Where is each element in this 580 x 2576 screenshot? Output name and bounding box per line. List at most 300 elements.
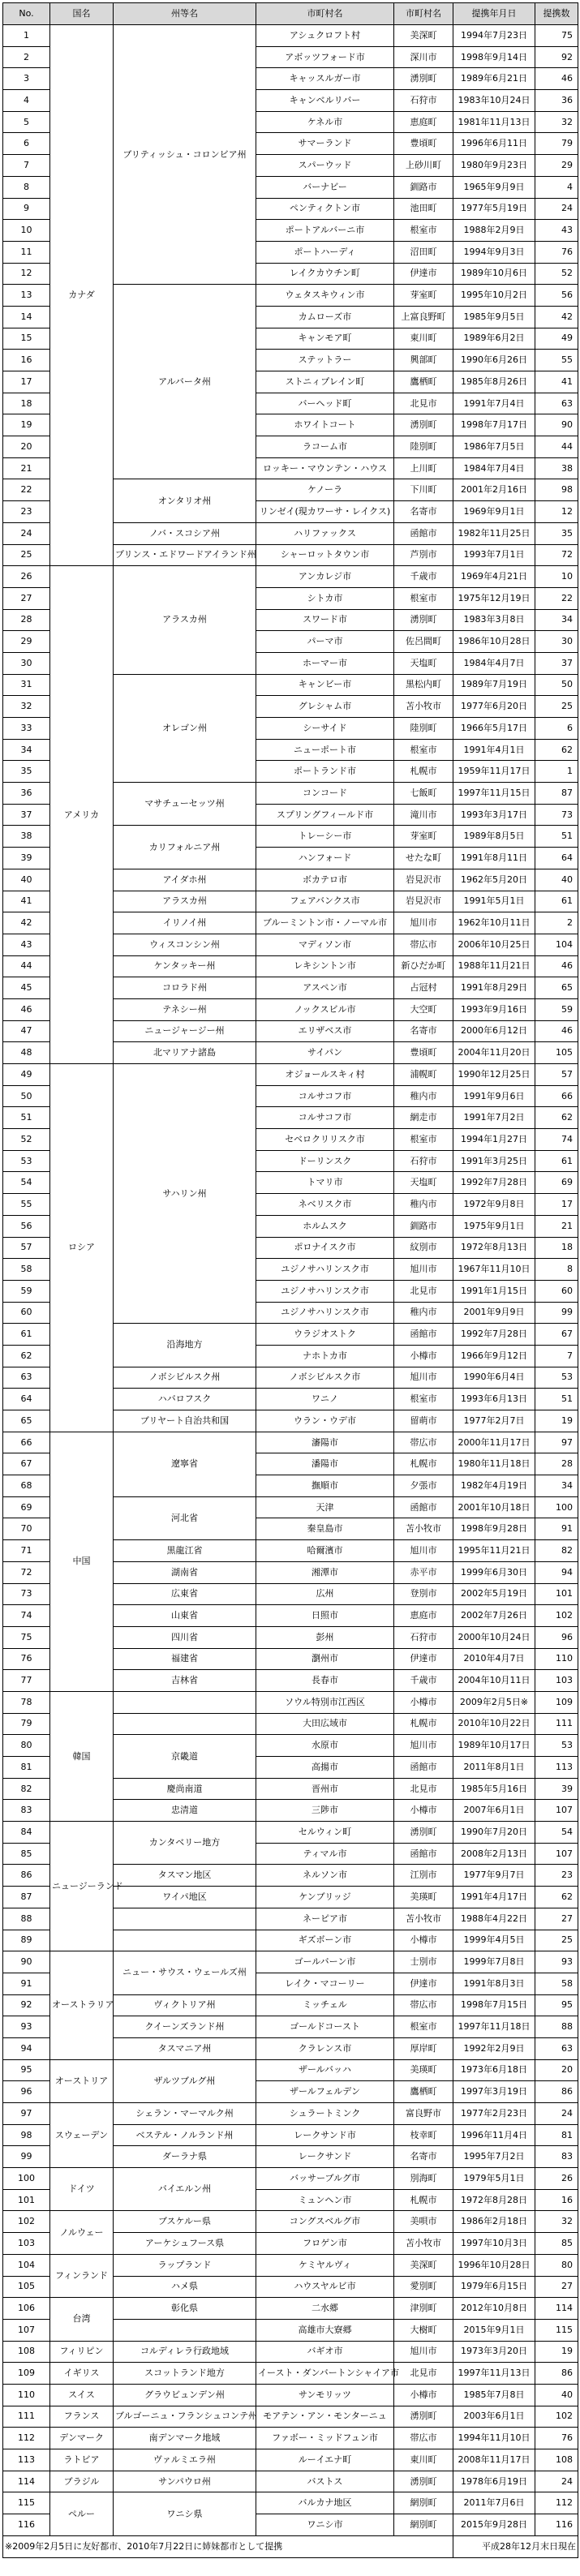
province-cell: 四川省 — [114, 1626, 256, 1648]
table-row — [3, 2384, 578, 2406]
province-cell: ラップランド — [114, 2254, 256, 2276]
foreign-city-cell: ワニノ — [256, 1389, 394, 1410]
count-cell: 37 — [535, 652, 578, 674]
row-no: 1 — [3, 25, 50, 47]
hokkaido-city-cell: 恵庭町 — [394, 111, 453, 133]
hokkaido-city-cell: 天塩町 — [394, 652, 453, 674]
hokkaido-city-cell: 旭川市 — [394, 912, 453, 934]
foreign-city-cell: コルサコフ市 — [256, 1085, 394, 1107]
foreign-city-cell: シャーロットタウン市 — [256, 544, 394, 566]
row-no: 109 — [3, 2363, 50, 2385]
hokkaido-city-cell: 北見市 — [394, 1778, 453, 1800]
row-no: 26 — [3, 566, 50, 588]
row-no: 64 — [3, 1389, 50, 1410]
row-no: 49 — [3, 1064, 50, 1086]
province-cell: タスマニア州 — [114, 2037, 256, 2059]
date-cell: 2000年6月12日 — [453, 1020, 535, 1042]
foreign-city-cell: キャッスルガー市 — [256, 68, 394, 90]
foreign-city-cell: ハンフォード — [256, 848, 394, 869]
hokkaido-city-cell: 名寄市 — [394, 2146, 453, 2168]
count-cell: 62 — [535, 1107, 578, 1129]
hokkaido-city-cell: 札幌市 — [394, 761, 453, 783]
foreign-city-cell: ボカテロ市 — [256, 869, 394, 891]
header-row — [3, 3, 578, 25]
table-row — [3, 2341, 578, 2363]
hokkaido-city-cell: 豊頃町 — [394, 133, 453, 155]
foreign-city-cell: パーマ市 — [256, 631, 394, 653]
date-cell: 1962年5月20日 — [453, 869, 535, 891]
foreign-city-cell: ニューポート市 — [256, 739, 394, 761]
country-cell: オーストリア — [50, 2059, 114, 2102]
row-no: 116 — [3, 2514, 50, 2536]
row-no: 20 — [3, 436, 50, 458]
hokkaido-city-cell: 七飯町 — [394, 783, 453, 805]
hokkaido-city-cell: 夕張市 — [394, 1475, 453, 1497]
date-cell: 1983年3月8日 — [453, 609, 535, 631]
foreign-city-cell: キャンビー市 — [256, 674, 394, 696]
foreign-city-cell: シトカ市 — [256, 587, 394, 609]
row-no: 6 — [3, 133, 50, 155]
row-no: 54 — [3, 1172, 50, 1194]
foreign-city-cell: ネベリスク市 — [256, 1194, 394, 1216]
count-cell: 16 — [535, 2189, 578, 2211]
date-cell: 1978年6月19日 — [453, 2471, 535, 2492]
province-cell: ヴァルミエラ州 — [114, 2449, 256, 2471]
province-cell: カリフォルニア州 — [114, 826, 256, 869]
row-no: 2 — [3, 46, 50, 68]
date-cell: 2015年9月1日 — [453, 2319, 535, 2341]
row-no: 22 — [3, 479, 50, 501]
foreign-city-cell: サマーランド — [256, 133, 394, 155]
row-no: 106 — [3, 2298, 50, 2320]
foreign-city-cell: ティマル市 — [256, 1843, 394, 1865]
row-no: 62 — [3, 1345, 50, 1367]
hokkaido-city-cell: 池田町 — [394, 198, 453, 220]
foreign-city-cell: ワニシ市 — [256, 2514, 394, 2536]
hokkaido-city-cell: 小樽市 — [394, 1930, 453, 1951]
date-cell: 1997年11月13日 — [453, 2363, 535, 2385]
foreign-city-cell: ケネル市 — [256, 111, 394, 133]
hokkaido-city-cell: 東川町 — [394, 328, 453, 350]
hokkaido-city-cell: 函館市 — [394, 1757, 453, 1779]
foreign-city-cell: スパーウッド — [256, 155, 394, 177]
count-cell: 91 — [535, 1518, 578, 1540]
header-no: No. — [3, 3, 50, 25]
count-cell: 39 — [535, 1778, 578, 1800]
row-no: 86 — [3, 1865, 50, 1887]
date-cell: 1994年9月3日 — [453, 241, 535, 263]
count-cell: 21 — [535, 1215, 578, 1237]
date-cell: 1991年4月17日 — [453, 1887, 535, 1908]
province-cell — [114, 1713, 256, 1735]
foreign-city-cell: レイクカウチン町 — [256, 263, 394, 285]
hokkaido-city-cell: 稚内市 — [394, 1302, 453, 1324]
hokkaido-city-cell: 名寄市 — [394, 501, 453, 523]
count-cell: 44 — [535, 436, 578, 458]
foreign-city-cell: ネーピア市 — [256, 1908, 394, 1930]
date-cell: 2010年10月22日 — [453, 1713, 535, 1735]
hokkaido-city-cell: 小樽市 — [394, 1345, 453, 1367]
foreign-city-cell: キャンベルリバー — [256, 90, 394, 112]
province-cell: 忠清道 — [114, 1800, 256, 1822]
count-cell: 40 — [535, 2384, 578, 2406]
province-cell: 福建省 — [114, 1648, 256, 1670]
hokkaido-city-cell: 苫小牧市 — [394, 1908, 453, 1930]
hokkaido-city-cell: 帯広市 — [394, 2428, 453, 2449]
count-cell: 34 — [535, 1475, 578, 1497]
row-no: 4 — [3, 90, 50, 112]
foreign-city-cell: レークサンド — [256, 2146, 394, 2168]
foreign-city-cell: トマリ市 — [256, 1172, 394, 1194]
row-no: 63 — [3, 1367, 50, 1389]
table-row — [3, 1822, 578, 1844]
foreign-city-cell: ウラン・ウデ市 — [256, 1410, 394, 1432]
row-no: 108 — [3, 2341, 50, 2363]
date-cell: 1991年7月2日 — [453, 1107, 535, 1129]
count-cell: 98 — [535, 479, 578, 501]
date-cell: 1985年7月8日 — [453, 2384, 535, 2406]
count-cell: 62 — [535, 1887, 578, 1908]
row-no: 25 — [3, 544, 50, 566]
row-no: 19 — [3, 414, 50, 436]
count-cell: 61 — [535, 1150, 578, 1172]
province-cell: ニュージャージー州 — [114, 1020, 256, 1042]
province-cell: ハメ県 — [114, 2276, 256, 2298]
foreign-city-cell: ホワイトコート — [256, 414, 394, 436]
date-cell: 1989年8月5日 — [453, 826, 535, 848]
count-cell: 67 — [535, 1324, 578, 1346]
count-cell: 86 — [535, 2081, 578, 2103]
province-cell: オンタリオ州 — [114, 479, 256, 522]
hokkaido-city-cell: 黒松内町 — [394, 674, 453, 696]
count-cell: 29 — [535, 155, 578, 177]
foreign-city-cell: バルカナ地区 — [256, 2492, 394, 2514]
date-cell: 1989年7月19日 — [453, 674, 535, 696]
row-no: 101 — [3, 2189, 50, 2211]
foreign-city-cell: ペンティクトン市 — [256, 198, 394, 220]
foreign-city-cell: クラレンス市 — [256, 2037, 394, 2059]
foreign-city-cell: フロゲン市 — [256, 2233, 394, 2255]
foreign-city-cell: ポートアルバーニ市 — [256, 220, 394, 242]
hokkaido-city-cell: 大空町 — [394, 998, 453, 1020]
hokkaido-city-cell: 旭川市 — [394, 2341, 453, 2363]
count-cell: 107 — [535, 1800, 578, 1822]
foreign-city-cell: ザールバッハ — [256, 2059, 394, 2081]
row-no: 70 — [3, 1518, 50, 1540]
date-cell: 1992年7月28日 — [453, 1172, 535, 1194]
row-no: 35 — [3, 761, 50, 783]
date-cell: 2012年10月8日 — [453, 2298, 535, 2320]
date-cell: 1997年11月18日 — [453, 2016, 535, 2038]
count-cell: 40 — [535, 869, 578, 891]
row-no: 115 — [3, 2492, 50, 2514]
province-cell: ノバ・スコシア州 — [114, 522, 256, 544]
country-cell: ドイツ — [50, 2168, 114, 2211]
province-cell: ヴィクトリア州 — [114, 1994, 256, 2016]
count-cell: 1 — [535, 761, 578, 783]
date-cell: 1991年7月4日 — [453, 393, 535, 414]
province-cell: 広東省 — [114, 1583, 256, 1605]
count-cell: 46 — [535, 1020, 578, 1042]
hokkaido-city-cell: 帯広市 — [394, 1432, 453, 1453]
row-no: 3 — [3, 68, 50, 90]
count-cell: 59 — [535, 998, 578, 1020]
count-cell: 24 — [535, 198, 578, 220]
count-cell: 2 — [535, 912, 578, 934]
hokkaido-city-cell: 深川市 — [394, 46, 453, 68]
foreign-city-cell: コングスベルグ市 — [256, 2211, 394, 2233]
row-no: 89 — [3, 1930, 50, 1951]
foreign-city-cell: 湘潭市 — [256, 1561, 394, 1583]
count-cell: 87 — [535, 783, 578, 805]
foreign-city-cell: ウラジオストク — [256, 1324, 394, 1346]
foreign-city-cell: コンコード — [256, 783, 394, 805]
count-cell: 92 — [535, 46, 578, 68]
foreign-city-cell: セルウィン町 — [256, 1822, 394, 1844]
date-cell: 1996年10月28日 — [453, 2254, 535, 2276]
hokkaido-city-cell: 美深町 — [394, 25, 453, 47]
province-cell — [114, 1691, 256, 1713]
province-cell: 慶尚南道 — [114, 1778, 256, 1800]
date-cell: 1986年2月18日 — [453, 2211, 535, 2233]
hokkaido-city-cell: 旭川市 — [394, 1259, 453, 1281]
foreign-city-cell: キャンモア町 — [256, 328, 394, 350]
hokkaido-city-cell: 上富良野町 — [394, 306, 453, 328]
row-no: 39 — [3, 848, 50, 869]
hokkaido-city-cell: 札幌市 — [394, 2189, 453, 2211]
row-no: 52 — [3, 1129, 50, 1151]
hokkaido-city-cell: 滝川市 — [394, 804, 453, 826]
date-cell: 1992年7月28日 — [453, 1324, 535, 1346]
date-cell: 1994年1月27日 — [453, 1129, 535, 1151]
date-cell: 1995年7月2日 — [453, 2146, 535, 2168]
foreign-city-cell: ファボー・ミッドフュン市 — [256, 2428, 394, 2449]
count-cell: 93 — [535, 1951, 578, 1973]
row-no: 30 — [3, 652, 50, 674]
province-cell: マサチューセッツ州 — [114, 783, 256, 826]
foreign-city-cell: ストニィプレイン町 — [256, 371, 394, 393]
date-cell: 1991年5月1日 — [453, 891, 535, 912]
row-no: 103 — [3, 2233, 50, 2255]
count-cell: 109 — [535, 1691, 578, 1713]
foreign-city-cell: リンゼイ(現カワーサ・レイクス) — [256, 501, 394, 523]
hokkaido-city-cell: 帯広市 — [394, 1994, 453, 2016]
foreign-city-cell: 晋州市 — [256, 1778, 394, 1800]
hokkaido-city-cell: 芽室町 — [394, 826, 453, 848]
foreign-city-cell: ラコーム市 — [256, 436, 394, 458]
hokkaido-city-cell: 興部町 — [394, 350, 453, 371]
date-cell: 2009年2月5日※ — [453, 1691, 535, 1713]
row-no: 45 — [3, 977, 50, 999]
table-row — [3, 2254, 578, 2276]
foreign-city-cell: ポートハーディ — [256, 241, 394, 263]
row-no: 15 — [3, 328, 50, 350]
foreign-city-cell: レイク・マコーリー — [256, 1973, 394, 1994]
date-cell: 1982年4月19日 — [453, 1475, 535, 1497]
hokkaido-city-cell: 釧路市 — [394, 176, 453, 198]
country-cell: カナダ — [50, 25, 114, 566]
hokkaido-city-cell: 士別市 — [394, 1951, 453, 1973]
date-cell: 2015年9月28日 — [453, 2514, 535, 2536]
hokkaido-city-cell: 稚内市 — [394, 1194, 453, 1216]
table-row — [3, 25, 578, 47]
date-cell: 1998年7月17日 — [453, 414, 535, 436]
date-cell: 1991年8月3日 — [453, 1973, 535, 1994]
foreign-city-cell: ノックスビル市 — [256, 998, 394, 1020]
date-cell: 1997年10月3日 — [453, 2233, 535, 2255]
hokkaido-city-cell: 根室市 — [394, 220, 453, 242]
count-cell: 27 — [535, 1908, 578, 1930]
province-cell — [114, 2319, 256, 2341]
date-cell: 1993年6月13日 — [453, 1389, 535, 1410]
date-cell: 1977年2月23日 — [453, 2103, 535, 2125]
province-cell: カンタベリー地方 — [114, 1822, 256, 1865]
hokkaido-city-cell: 美唄市 — [394, 2211, 453, 2233]
hokkaido-city-cell: せたな町 — [394, 848, 453, 869]
hokkaido-city-cell: 鷹栖町 — [394, 2081, 453, 2103]
table-row — [3, 2168, 578, 2190]
hokkaido-city-cell: 石狩市 — [394, 90, 453, 112]
foreign-city-cell: ナホトカ市 — [256, 1345, 394, 1367]
hokkaido-city-cell: 豊頃町 — [394, 1042, 453, 1064]
count-cell: 43 — [535, 220, 578, 242]
foreign-city-cell: ユジノサハリンスク市 — [256, 1302, 394, 1324]
count-cell: 23 — [535, 1865, 578, 1887]
foreign-city-cell: シュラートミンク — [256, 2103, 394, 2125]
foreign-city-cell: 水原市 — [256, 1735, 394, 1757]
count-cell: 101 — [535, 1583, 578, 1605]
table-row — [3, 2449, 578, 2471]
country-cell: イギリス — [50, 2363, 114, 2385]
hokkaido-city-cell: 岩見沢市 — [394, 869, 453, 891]
count-cell: 24 — [535, 2103, 578, 2125]
row-no: 93 — [3, 2016, 50, 2038]
province-cell: 湖南省 — [114, 1561, 256, 1583]
hokkaido-city-cell: 厚岸町 — [394, 2037, 453, 2059]
date-cell: 2008年11月17日 — [453, 2449, 535, 2471]
date-cell: 1999年4月5日 — [453, 1930, 535, 1951]
row-no: 105 — [3, 2276, 50, 2298]
count-cell: 57 — [535, 1064, 578, 1086]
row-no: 24 — [3, 522, 50, 544]
foreign-city-cell: ノボシビルスク市 — [256, 1367, 394, 1389]
foreign-city-cell: レキシントン市 — [256, 955, 394, 977]
date-cell: 1985年9月5日 — [453, 306, 535, 328]
date-cell: 2008年2月13日 — [453, 1843, 535, 1865]
date-cell: 1991年4月1日 — [453, 739, 535, 761]
date-cell: 2001年2月16日 — [453, 479, 535, 501]
date-cell: 1980年9月23日 — [453, 155, 535, 177]
count-cell: 81 — [535, 2124, 578, 2146]
count-cell: 76 — [535, 2428, 578, 2449]
table-row — [3, 2363, 578, 2385]
province-cell: ニュー・サウス・ウェールズ州 — [114, 1951, 256, 1994]
count-cell: 12 — [535, 501, 578, 523]
hokkaido-city-cell: 函館市 — [394, 522, 453, 544]
province-cell: 沿海地方 — [114, 1324, 256, 1367]
hokkaido-city-cell: 湧別町 — [394, 1822, 453, 1844]
foreign-city-cell: 秦皇島市 — [256, 1518, 394, 1540]
foreign-city-cell: バストス — [256, 2471, 394, 2492]
row-no: 96 — [3, 2081, 50, 2103]
count-cell: 50 — [535, 674, 578, 696]
foreign-city-cell: ゴールバーン市 — [256, 1951, 394, 1973]
row-no: 76 — [3, 1648, 50, 1670]
header-date: 提携年月日 — [453, 3, 535, 25]
hokkaido-city-cell: 占冠村 — [394, 977, 453, 999]
count-cell: 82 — [535, 1540, 578, 1562]
count-cell: 22 — [535, 587, 578, 609]
date-cell: 1989年10月6日 — [453, 263, 535, 285]
count-cell: 38 — [535, 457, 578, 479]
province-cell: テネシー州 — [114, 998, 256, 1020]
count-cell: 75 — [535, 25, 578, 47]
header-count: 提携数 — [535, 3, 578, 25]
date-cell: 1966年9月12日 — [453, 1345, 535, 1367]
date-cell: 1965年9月9日 — [453, 176, 535, 198]
province-cell: ダーラナ県 — [114, 2146, 256, 2168]
row-no: 110 — [3, 2384, 50, 2406]
date-cell: 1997年11月15日 — [453, 783, 535, 805]
foreign-city-cell: フェアバンクス市 — [256, 891, 394, 912]
foreign-city-cell: 撫順市 — [256, 1475, 394, 1497]
count-cell: 51 — [535, 1389, 578, 1410]
row-no: 99 — [3, 2146, 50, 2168]
hokkaido-city-cell: 網別町 — [394, 2514, 453, 2536]
province-cell: イリノイ州 — [114, 912, 256, 934]
foreign-city-cell: ホーマー市 — [256, 652, 394, 674]
hokkaido-city-cell: 大樹町 — [394, 2319, 453, 2341]
foreign-city-cell: カムローズ市 — [256, 306, 394, 328]
country-cell: ラトビア — [50, 2449, 114, 2471]
foreign-city-cell: 長春市 — [256, 1670, 394, 1692]
date-cell: 1997年3月19日 — [453, 2081, 535, 2103]
hokkaido-city-cell: 旭川市 — [394, 1540, 453, 1562]
row-no: 71 — [3, 1540, 50, 1562]
hokkaido-city-cell: 札幌市 — [394, 1713, 453, 1735]
country-cell: フランス — [50, 2406, 114, 2428]
row-no: 87 — [3, 1887, 50, 1908]
count-cell: 30 — [535, 631, 578, 653]
foreign-city-cell: ソウル特別市江西区 — [256, 1691, 394, 1713]
table-row — [3, 2103, 578, 2125]
count-cell: 7 — [535, 1345, 578, 1367]
hokkaido-city-cell: 美瑛町 — [394, 2059, 453, 2081]
date-cell: 2003年6月1日 — [453, 2406, 535, 2428]
header-hokkaido-city: 市町村名 — [394, 3, 453, 25]
hokkaido-city-cell: 石狩市 — [394, 1150, 453, 1172]
date-cell: 1983年10月24日 — [453, 90, 535, 112]
country-cell: ニュージーランド — [50, 1822, 114, 1951]
province-cell: ワイパ地区 — [114, 1887, 256, 1908]
hokkaido-city-cell: 石狩市 — [394, 1626, 453, 1648]
row-no: 102 — [3, 2211, 50, 2233]
count-cell: 25 — [535, 696, 578, 718]
count-cell: 112 — [535, 2492, 578, 2514]
foreign-city-cell: グレシャム市 — [256, 696, 394, 718]
province-cell: コルディレラ行政地域 — [114, 2341, 256, 2363]
foreign-city-cell: ユジノサハリンスク市 — [256, 1259, 394, 1281]
count-cell: 105 — [535, 1042, 578, 1064]
hokkaido-city-cell: 芦別市 — [394, 544, 453, 566]
row-no: 38 — [3, 826, 50, 848]
row-no: 50 — [3, 1085, 50, 1107]
row-no: 14 — [3, 306, 50, 328]
country-cell: ノルウェー — [50, 2211, 114, 2254]
row-no: 80 — [3, 1735, 50, 1757]
hokkaido-city-cell: 名寄市 — [394, 1020, 453, 1042]
foreign-city-cell: ユジノサハリンスク市 — [256, 1280, 394, 1302]
